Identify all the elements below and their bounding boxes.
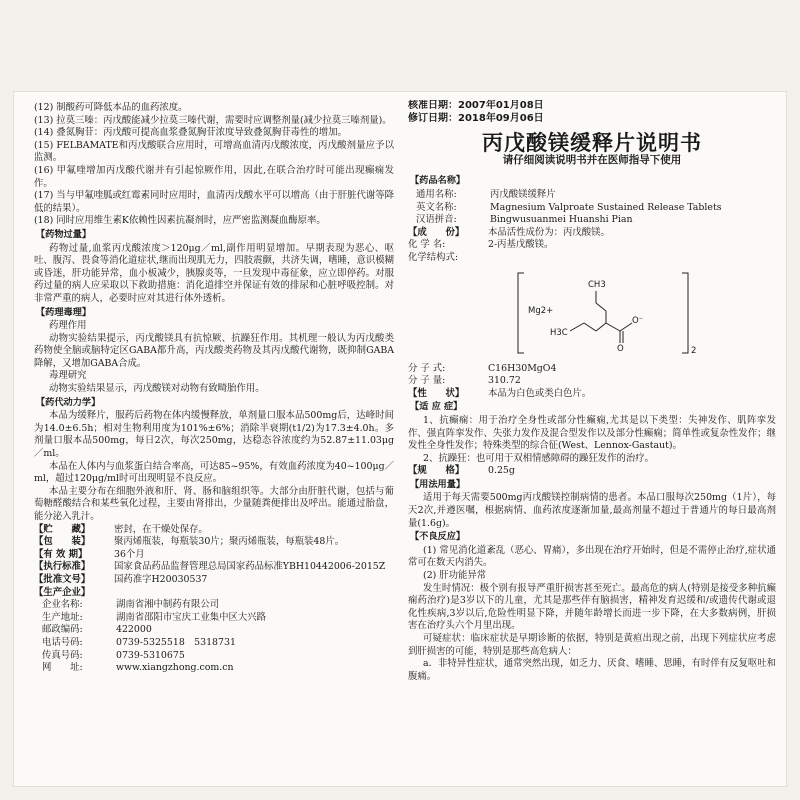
field-label: 通用名称: xyxy=(416,188,457,200)
weight-row xyxy=(408,375,776,388)
field-row xyxy=(408,202,776,215)
field-row xyxy=(34,637,394,650)
chemical-name-row xyxy=(408,239,776,252)
product-fields xyxy=(34,524,394,600)
interaction-item: (17) 当与甲氟喹胍或红霉素同时应用时，血清丙戊酸水平可以增高（由于肝脏代谢等降低的结果）。 xyxy=(34,190,394,214)
chemical-structure-diagram xyxy=(488,269,718,357)
field-value: 国药准字H20030537 xyxy=(114,573,208,585)
interaction-item: (13) 拉莫三嗪：丙戊酸能减少拉莫三嗪代谢，需要时应调整剂量(减少拉莫三嗪剂量)。 xyxy=(34,114,392,126)
field-label: 【执行标准】 xyxy=(34,561,91,573)
overdose-heading: 【药物过量】 xyxy=(36,228,92,240)
field-row xyxy=(408,214,776,227)
interaction-list xyxy=(34,102,394,228)
approval-date: 核准日期：2007年01月08日 xyxy=(408,100,544,111)
field-row xyxy=(34,624,394,637)
usage-text: 适用于每天需要500mg丙戊酸镁控制病情的患者。本品口服每次250mg（1片），每天2次,并遵医嘱，根据病情、血药浓度逐渐加量,最高剂量不超过于普通片的每日最高剂量(1.6g)。 xyxy=(408,492,776,529)
field-label: 网 址: xyxy=(42,662,83,674)
indication-text-1: 1、抗癫痫：用于治疗全身性或部分性癫痫,尤其是以下类型：失神发作、肌阵挛发作、强直阵挛发作、失张力发作及混合型发作以及部分性癫痫；简单性或复杂性发作；继发性全身性发作；特殊类型的综合征(West、Lennox-Gastaut)。 xyxy=(408,414,776,452)
field-row xyxy=(408,189,776,202)
adverse-text-2: 发生时情况：极个别有报导严重肝损害甚至死亡。最高危的病人(特别是接受多种抗癫痫药治疗)是3岁以下的儿童，尤其是那些伴有脑损害，精神发育迟缓和/或遗传代谢或退化性疾病,3岁以后,危险性明显下降，并随年龄增长而进一步下降，在大多数病例，肝损害在治疗头六个月里出现。 xyxy=(408,582,776,632)
interaction-item: (18) 同时应用维生素K依赖性因素抗凝剂时，应严密监测凝血酶原率。 xyxy=(34,215,326,227)
field-row xyxy=(34,574,394,587)
field-row xyxy=(34,662,394,675)
interaction-item: (12) 制酸药可降低本品的血药浓度。 xyxy=(34,102,188,113)
pharmacology-heading: 【药理毒理】 xyxy=(36,306,92,318)
interaction-item: (16) 甲氟喹增加丙戊酸代谢并有引起惊厥作用，因此,在联合治疗时可能出现癫痫发作。 xyxy=(34,164,394,189)
oxygen-label: O xyxy=(617,343,624,354)
document-subtitle: 请仔细阅读说明书并在医师指导下使用 xyxy=(502,153,682,166)
field-row xyxy=(34,650,394,663)
revision-date: 修订日期：2018年09月06日 xyxy=(408,112,544,124)
oxygen-anion-label: O⁻ xyxy=(632,315,644,326)
field-label: 电话号码: xyxy=(42,636,83,648)
toxicology-text: 动物实验结果显示，丙戊酸镁对动物有致畸胎作用。 xyxy=(49,383,265,395)
formula-value: C16H30MgO4 xyxy=(488,362,557,374)
indication-heading: 【适 应 症】 xyxy=(410,401,463,413)
pharmacokinetics-text-3: 本品主要分布在细胞外液和肝、肾、肠和脑组织等。大部分由肝脏代谢，包括与葡萄糖醛酸结合和某些氧化过程，主要由肾排出，少量随粪便排出及呼出。能通过胎盘，能分泌入乳汁。 xyxy=(34,485,394,522)
left-column xyxy=(34,102,394,786)
appearance-row xyxy=(408,388,776,401)
field-row xyxy=(34,549,394,562)
field-label: 【批准文号】 xyxy=(34,573,91,585)
appearance-value: 本品为白色或类白色片。 xyxy=(488,387,592,399)
weight-label: 分 子 量: xyxy=(408,375,446,387)
field-value: Magnesium Valproate Sustained Release Tablets xyxy=(490,201,722,213)
ch3-label: CH3 xyxy=(588,279,606,290)
interaction-item: (15) FELBAMATE和丙戊酸联合应用时，可增高血清丙戊酸浓度，丙戊酸剂量应予以监测。 xyxy=(34,139,394,164)
field-row xyxy=(34,612,394,625)
field-value: 0739-5310675 xyxy=(116,649,185,661)
field-value: 36个月 xyxy=(114,548,145,560)
leaflet-sheet xyxy=(14,92,786,786)
adverse-text-4: a．非特异性症状，通常突然出现，如乏力、厌食、嗜睡、思睡，有时伴有反复呕吐和腹痛。 xyxy=(408,658,776,682)
field-row xyxy=(34,524,394,537)
field-label: 【贮 藏】 xyxy=(34,523,91,535)
document-title: 丙戊酸镁缓释片说明书 xyxy=(482,131,702,156)
pharmacokinetics-heading: 【药代动力学】 xyxy=(36,396,101,408)
field-label: 传真号码: xyxy=(42,649,83,661)
field-value: 丙戊酸镁缓释片 xyxy=(490,188,556,200)
adverse-heading: 【不良反应】 xyxy=(410,531,466,543)
drug-name-heading: 【药品名称】 xyxy=(410,175,466,187)
field-value: Bingwusuanmei Huanshi Pian xyxy=(490,214,633,226)
field-value: 密封，在干燥处保存。 xyxy=(114,523,208,535)
adverse-text-1: (1) 常见消化道紊乱（恶心、胃痛），多出现在治疗开始时，但是不需停止治疗,症状通常可在数天内消失。 xyxy=(408,544,776,569)
toxicology-subheading: 毒理研究 xyxy=(49,370,87,382)
subscript-2-label: 2 xyxy=(691,345,697,356)
weight-value: 310.72 xyxy=(488,375,521,387)
pharmacokinetics-text-2: 本品在人体内与血浆蛋白结合率高，可达85~95%，有效血药浓度为40~100μg／ml，超过120μg/ml时可出现明显不良反应。 xyxy=(34,460,394,485)
field-row xyxy=(34,599,394,612)
chemical-name-value: 2-丙基戊酸镁。 xyxy=(488,239,554,251)
pharmacology-text: 动物实验结果提示，丙戊酸镁具有抗惊厥、抗躁狂作用。其机理一般认为丙戊酸类药物使全脑或脑特定区GABA都升高，丙戊酸类药物及其丙戊酸代谢物，既抑制GABA降解，又增加GABA合成。 xyxy=(34,332,394,369)
chemical-structure-label: 化学结构式: xyxy=(408,251,459,263)
field-row xyxy=(34,587,394,600)
magnesium-label: Mg2+ xyxy=(528,305,554,316)
usage-heading: 【用法用量】 xyxy=(410,478,466,490)
field-value: 湖南省湘中制药有限公司 xyxy=(116,599,220,611)
field-label: 企业名称: xyxy=(42,599,83,611)
adverse-subheading-2: (2) 肝功能异常 xyxy=(423,570,487,582)
field-value: 国家食品药品监督管理总局国家药品标准YBH10442006-2015Z xyxy=(114,561,386,573)
field-value: 0739-5325518 5318731 xyxy=(116,636,236,648)
ingredient-row xyxy=(408,227,776,240)
formula-row xyxy=(408,363,776,376)
adverse-text-3: 可疑症状：临床症状是早期诊断的依据，特别是黄疸出现之前，出现下列症状应考虑到肝损害的可能，特别是那些高危病人： xyxy=(408,633,776,657)
field-label: 【有 效 期】 xyxy=(34,548,88,560)
field-label: 【包 装】 xyxy=(34,536,91,548)
field-value: 湖南省邵阳市宝庆工业集中区大兴路 xyxy=(116,611,267,623)
field-label: 【生产企业】 xyxy=(34,586,91,598)
spec-label: 【规 格】 xyxy=(408,465,465,477)
field-label: 英文名称: xyxy=(416,201,457,213)
ingredient-label: 【成 份】 xyxy=(408,226,465,238)
spec-row xyxy=(408,465,776,478)
overdose-text: 药物过量,血浆丙戊酸浓度＞120μg／ml,副作用明显增加。早期表现为恶心、呕吐、腹泻、畏食等消化道症状,继而出现肌无力，四肢震颤，共济失调，嗜睡，意识模糊或昏迷，肝功能异常，血小板减少，胰腺炎等，一旦发现中毒征象，应立即停药。对服药过量的病人应采取以下救助措施：消化道排空并保证有效的排尿和心脏呼吸控制。对非常严重的病人，必要时应对其进行体外透析。 xyxy=(34,242,394,304)
field-label: 邮政编码: xyxy=(42,624,83,636)
field-value: 聚丙烯瓶装，每瓶装30片；聚丙烯瓶装，每瓶装48片。 xyxy=(114,536,345,548)
pharmacokinetics-text-1: 本品为缓释片，服药后药物在体内缓慢释放，单剂量口服本品500mg后，达峰时间为14.0±6.5h；相对生物利用度为101%±6%；消除半衰期(t1/2)为17.3±4.0h。多剂量口服本品500mg，每日2次，每次250mg，达稳态谷浓度约为52.87±11.03μg／ml。 xyxy=(34,410,394,460)
chemical-name-label: 化 学 名: xyxy=(408,239,446,251)
interaction-item: (14) 叠氮胸苷：丙戊酸可提高血浆叠氮胸苷浓度导致叠氮胸苷毒性的增加。 xyxy=(34,127,347,139)
spec-value: 0.25g xyxy=(488,465,515,477)
indication-text-2: 2、抗躁狂：也可用于双相情感障碍的躁狂发作的治疗。 xyxy=(423,452,654,464)
appearance-label: 【性 状】 xyxy=(408,387,465,399)
field-value: www.xiangzhong.com.cn xyxy=(116,662,234,674)
field-label: 汉语拼音: xyxy=(416,214,457,226)
formula-label: 分 子 式: xyxy=(408,362,446,374)
manufacturer-info xyxy=(34,599,394,675)
right-column xyxy=(408,100,776,786)
ingredient-value: 本品活性成份为：丙戊酸镁。 xyxy=(488,226,610,238)
field-row xyxy=(34,561,394,574)
field-value: 422000 xyxy=(116,624,152,636)
field-label: 生产地址: xyxy=(42,611,83,623)
field-row xyxy=(34,536,394,549)
drug-names xyxy=(408,189,776,227)
h3c-label: H3C xyxy=(550,327,568,338)
pharmacology-subheading: 药理作用 xyxy=(49,320,87,332)
